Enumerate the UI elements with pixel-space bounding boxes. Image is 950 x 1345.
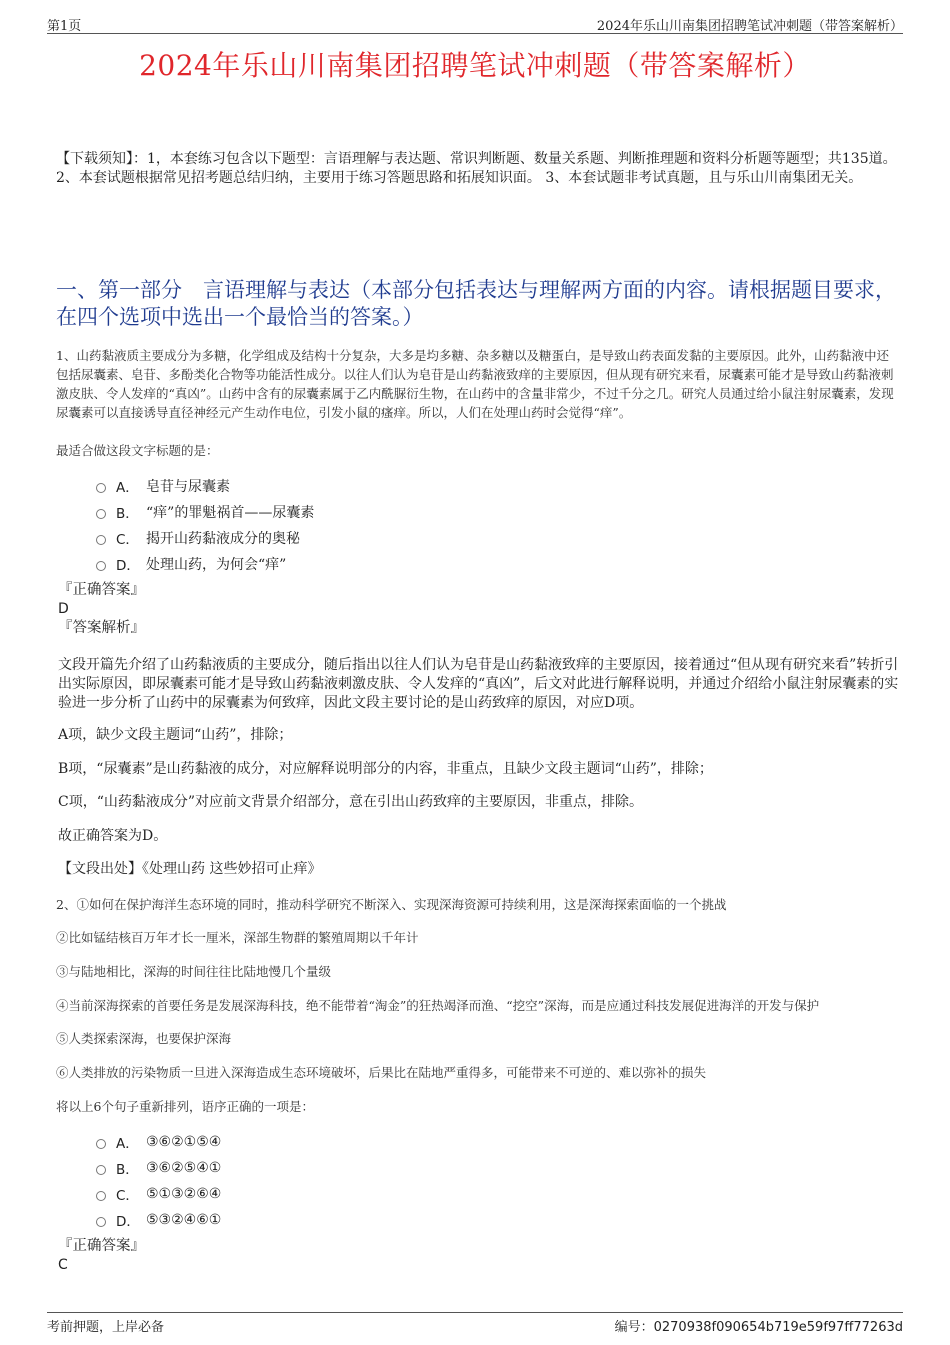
- document-title: 2024年乐山川南集团招聘笔试冲刺题（带答案解析）: [139, 49, 811, 82]
- option-a[interactable]: A． 皂苷与尿囊素: [96, 473, 314, 499]
- answer-label: 『正确答案』: [58, 1238, 145, 1254]
- question-1-prompt: 最适合做这段文字标题的是：: [56, 443, 219, 458]
- question-2-answer-block: [58, 1237, 145, 1275]
- analysis-paragraph: 文段开篇先介绍了山药黏液质的主要成分，随后指出以往人们认为皂苷是山药黏液致痒的主要原因，接着通过“但从现有研究来看”转折引出实际原因，即尿囊素可能才是导致山药黏液刺激皮肤、令人发痒的“真凶”，后文对此进行解释说明，并通过介绍给小鼠注射尿囊素的实验进一步分析了山药中的尿囊素为何致痒，因此文段主要讨论的是山药致痒的原因，对应D项。: [58, 657, 899, 711]
- question-2-line: ⑥人类排放的污染物质一旦进入深海造成生态环境破坏，后果比在陆地严重得多，可能带来不可逆的、难以弥补的损失: [56, 1065, 707, 1080]
- section-title: 一、第一部分 言语理解与表达（本部分包括表达与理解两方面的内容。请根据题目要求，在四个选项中选出一个最恰当的答案。）: [56, 278, 896, 329]
- question-1-options: [96, 473, 314, 577]
- option-b[interactable]: B． “痒”的罪魁祸首——尿囊素: [96, 499, 314, 525]
- radio-icon[interactable]: [96, 1165, 106, 1175]
- radio-icon[interactable]: [96, 535, 106, 545]
- footer-slogan: 考前押题，上岸必备: [47, 1320, 165, 1335]
- question-1-text: 1、山药黏液质主要成分为多糖，化学组成及结构十分复杂，大多是均多糖、杂多糖以及糖蛋白，是导致山药表面发黏的主要原因。此外，山药黏液中还包括尿囊素、皂苷、多酚类化合物等功能活性成分。以往人们认为皂苷是山药黏液致痒的主要原因，但从现有研究来看，尿囊素可能才是导致山药黏液刺激皮肤、令人发痒的“真凶”。山药中含有的尿囊素属于乙内酰脲衍生物，在山药中的含量非常少，不过千分之几。研究人员通过给小鼠注射尿囊素，发现尿囊素可以直接诱导直径神经元产生动作电位，引发小鼠的瘙痒。所以，人们在处理山药时会觉得“痒”。: [56, 348, 894, 420]
- answer-value: D: [58, 601, 69, 617]
- option-d[interactable]: D． ⑤③②④⑥①: [96, 1207, 221, 1233]
- option-d[interactable]: D． 处理山药，为何会“痒”: [96, 551, 314, 577]
- analysis-line: A项，缺少文段主题词“山药”，排除；: [58, 727, 293, 743]
- question-2-line: 2、①如何在保护海洋生态环境的同时，推动科学研究不断深入、实现深海资源可持续利用，这是深海探索面临的一个挑战: [56, 897, 727, 912]
- question-2-prompt: 将以上6个句子重新排列，语序正确的一项是：: [56, 1099, 314, 1114]
- radio-icon[interactable]: [96, 509, 106, 519]
- radio-icon[interactable]: [96, 1191, 106, 1201]
- option-b[interactable]: B． ③⑥②⑤④①: [96, 1155, 221, 1181]
- header-doc-title: 2024年乐山川南集团招聘笔试冲刺题（带答案解析）: [596, 19, 903, 34]
- page-number: 第1页: [47, 19, 82, 34]
- radio-icon[interactable]: [96, 483, 106, 493]
- question-2-line: ③与陆地相比，深海的时间往往比陆地慢几个量级: [56, 964, 332, 979]
- page-footer: [47, 1312, 903, 1335]
- question-2-line: ⑤人类探索深海，也要保护深海: [56, 1031, 232, 1046]
- analysis-line: B项，“尿囊素”是山药黏液的成分，对应解释说明部分的内容，非重点，且缺少文段主题词“山药”，排除；: [58, 761, 713, 777]
- answer-value: C: [58, 1257, 68, 1273]
- analysis-label: 『答案解析』: [58, 620, 145, 636]
- source-citation: 【文段出处】《处理山药 这些妙招可止痒》: [58, 861, 322, 877]
- option-c[interactable]: C． 揭开山药黏液成分的奥秘: [96, 525, 314, 551]
- option-c[interactable]: C． ⑤①③②⑥④: [96, 1181, 221, 1207]
- analysis-line: C项，“山药黏液成分”对应前文背景介绍部分，意在引出山药致痒的主要原因，非重点，排除。: [58, 794, 644, 810]
- question-2-line: ④当前深海探索的首要任务是发展深海科技，绝不能带着“淘金”的狂热竭泽而渔、“挖空”深海，而是应通过科技发展促进海洋的开发与保护: [56, 998, 820, 1013]
- radio-icon[interactable]: [96, 1217, 106, 1227]
- question-2-line: ②比如锰结核百万年才长一厘米，深部生物群的繁殖周期以千年计: [56, 930, 419, 945]
- analysis-conclusion: 故正确答案为D。: [58, 828, 168, 844]
- option-a[interactable]: A． ③⑥②①⑤④: [96, 1129, 221, 1155]
- question-2-options: [96, 1129, 221, 1233]
- footer-serial: 编号：0270938f090654b719e59f97ff77263d: [614, 1320, 903, 1335]
- download-notice: 【下载须知】：1，本套练习包含以下题型：言语理解与表达题、常识判断题、数量关系题、判断推理题和资料分析题等题型；共135道。 2、本套试题根据常见招考题总结归纳，主要用于练习答题思路和拓展知识面。 3、本套试题非考试真题，且与乐山川南集团无关。: [56, 151, 897, 186]
- radio-icon[interactable]: [96, 561, 106, 571]
- answer-label: 『正确答案』: [58, 582, 145, 598]
- page-header: [47, 13, 903, 34]
- question-1-answer-block: [58, 581, 145, 638]
- radio-icon[interactable]: [96, 1139, 106, 1149]
